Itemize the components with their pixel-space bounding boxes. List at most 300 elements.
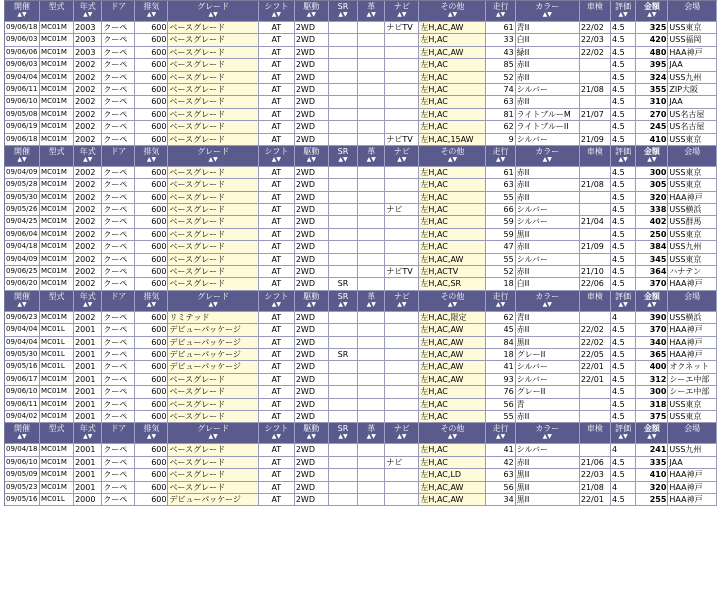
cell-date: 09/06/04 <box>5 229 40 240</box>
header-label: シフト <box>264 146 289 156</box>
table-row[interactable] <box>5 109 717 121</box>
header-label: 走行 <box>492 424 509 434</box>
cell-model: MC01L <box>40 494 74 505</box>
table-row[interactable] <box>5 374 717 386</box>
header-sunroof[interactable] <box>329 423 358 443</box>
cell-grade: ベースグレード <box>168 34 258 45</box>
cell-drive: 2WD <box>295 337 329 348</box>
sort-arrows-icon[interactable]: ▲▼ <box>495 155 506 163</box>
table-row[interactable] <box>5 254 717 266</box>
header-navi[interactable] <box>385 146 419 166</box>
table-row[interactable] <box>5 324 717 336</box>
cell-venue: USS東京 <box>668 254 717 265</box>
cell-drive: 2WD <box>295 266 329 277</box>
cell-price: 375 <box>636 411 668 422</box>
cell-shift: AT <box>259 47 295 58</box>
cell-date: 09/04/18 <box>5 444 40 455</box>
cell-mileage: 41 <box>486 361 515 372</box>
cell-score: 4.5 <box>611 72 636 83</box>
header-mileage[interactable] <box>486 1 515 21</box>
header-date[interactable] <box>5 291 40 311</box>
cell-model: MC01L <box>40 324 74 335</box>
sort-arrows-icon[interactable]: ▲▼ <box>397 11 407 18</box>
cell-displacement: 600 <box>135 192 168 203</box>
header-drive[interactable] <box>295 291 329 311</box>
header-price[interactable] <box>636 1 668 21</box>
sort-arrows-icon[interactable]: ▲▼ <box>542 300 552 308</box>
cell-date: 09/05/09 <box>5 469 40 480</box>
sort-arrows-icon[interactable]: ▲▼ <box>306 300 316 308</box>
table-row[interactable] <box>5 457 717 469</box>
sort-arrows-icon[interactable]: ▲▼ <box>366 11 376 18</box>
sort-arrows-icon[interactable]: ▲▼ <box>146 433 157 441</box>
table-row[interactable] <box>5 216 717 228</box>
header-mileage[interactable] <box>486 423 515 443</box>
cell-drive: 2WD <box>295 254 329 265</box>
sort-arrows-icon[interactable]: ▲▼ <box>366 155 376 163</box>
cell-displacement: 600 <box>135 59 168 70</box>
table-row[interactable] <box>5 229 717 241</box>
header-navi[interactable] <box>385 1 419 21</box>
header-label: グレード <box>197 291 230 301</box>
cell-inspection: 21/08 <box>580 84 611 95</box>
sort-arrows-icon[interactable]: ▲▼ <box>618 433 628 441</box>
table-row[interactable] <box>5 469 717 481</box>
sort-arrows-icon[interactable]: ▲▼ <box>447 155 458 163</box>
cell-options: 左H,AC <box>419 167 486 178</box>
table-row[interactable] <box>5 482 717 494</box>
cell-door: クーペ <box>102 34 135 45</box>
header-color[interactable] <box>516 423 580 443</box>
cell-year: 2002 <box>74 72 102 83</box>
cell-venue: HAA神戸 <box>668 192 717 203</box>
cell-displacement: 600 <box>135 494 168 505</box>
sort-arrows-icon[interactable]: ▲▼ <box>83 11 93 18</box>
cell-inspection <box>580 192 611 203</box>
cell-mileage: 9 <box>486 134 515 145</box>
header-shift[interactable] <box>259 146 295 166</box>
header-sunroof[interactable] <box>329 1 358 21</box>
table-row[interactable] <box>5 312 717 324</box>
header-displacement[interactable] <box>135 423 168 443</box>
sort-arrows-icon[interactable]: ▲▼ <box>208 11 218 18</box>
header-label: 車検 <box>586 424 603 434</box>
table-row[interactable] <box>5 134 717 146</box>
sort-arrows-icon[interactable]: ▲▼ <box>618 300 628 308</box>
header-options[interactable] <box>419 291 486 311</box>
header-shift[interactable] <box>259 1 295 21</box>
header-label: カラー <box>535 424 560 434</box>
header-drive[interactable] <box>295 146 329 166</box>
sort-arrows-icon[interactable]: ▲▼ <box>306 433 316 441</box>
header-mileage[interactable] <box>486 146 515 166</box>
cell-date: 09/05/16 <box>5 361 40 372</box>
sort-arrows-icon[interactable]: ▲▼ <box>338 11 348 18</box>
header-price[interactable] <box>636 291 668 311</box>
sort-arrows-icon[interactable]: ▲▼ <box>618 155 628 163</box>
header-price[interactable] <box>636 146 668 166</box>
header-leather[interactable] <box>358 423 385 443</box>
header-date[interactable] <box>5 423 40 443</box>
sort-arrows-icon[interactable]: ▲▼ <box>366 300 376 308</box>
header-mileage[interactable] <box>486 291 515 311</box>
cell-venue: ハナテン <box>668 266 717 277</box>
sort-arrows-icon[interactable]: ▲▼ <box>208 300 218 308</box>
cell-inspection <box>580 254 611 265</box>
header-color[interactable] <box>516 1 580 21</box>
sort-arrows-icon[interactable]: ▲▼ <box>146 155 157 163</box>
table-row[interactable] <box>5 494 717 506</box>
cell-sunroof <box>329 22 358 33</box>
cell-inspection <box>580 59 611 70</box>
cell-inspection <box>580 167 611 178</box>
header-color[interactable] <box>516 146 580 166</box>
cell-leather <box>358 469 385 480</box>
table-row[interactable] <box>5 444 717 456</box>
header-grade[interactable] <box>168 423 258 443</box>
header-sunroof[interactable] <box>329 291 358 311</box>
cell-date: 09/05/08 <box>5 109 40 120</box>
cell-price: 255 <box>636 494 668 505</box>
cell-color: 赤II <box>516 192 580 203</box>
cell-price: 340 <box>636 337 668 348</box>
sort-arrows-icon[interactable]: ▲▼ <box>542 433 552 441</box>
sort-arrows-icon[interactable]: ▲▼ <box>208 155 218 163</box>
header-label: ドア <box>110 146 127 156</box>
sort-arrows-icon[interactable]: ▲▼ <box>397 433 407 441</box>
cell-score: 4.5 <box>611 229 636 240</box>
cell-sunroof <box>329 457 358 468</box>
sort-arrows-icon[interactable]: ▲▼ <box>271 300 281 308</box>
sort-arrows-icon[interactable]: ▲▼ <box>17 11 27 18</box>
table-row[interactable] <box>5 121 717 133</box>
header-inspection <box>580 423 611 443</box>
cell-navi: ナビTV <box>385 22 419 33</box>
header-color[interactable] <box>516 291 580 311</box>
cell-displacement: 600 <box>135 22 168 33</box>
sort-arrows-icon[interactable]: ▲▼ <box>338 300 348 308</box>
cell-inspection: 21/10 <box>580 266 611 277</box>
header-date[interactable] <box>5 1 40 21</box>
table-row[interactable] <box>5 266 717 278</box>
cell-inspection <box>580 399 611 410</box>
header-grade[interactable] <box>168 291 258 311</box>
table-row[interactable] <box>5 278 717 290</box>
sort-arrows-icon[interactable]: ▲▼ <box>542 155 552 163</box>
cell-price: 395 <box>636 59 668 70</box>
table-row[interactable] <box>5 386 717 398</box>
table-row[interactable] <box>5 204 717 216</box>
cell-venue: JAA <box>668 59 717 70</box>
header-leather[interactable] <box>358 146 385 166</box>
header-label: 駆動 <box>303 424 320 434</box>
sort-arrows-icon[interactable]: ▲▼ <box>447 300 458 308</box>
table-row[interactable] <box>5 47 717 59</box>
cell-grade: ベースグレード <box>168 482 258 493</box>
header-navi[interactable] <box>385 291 419 311</box>
sort-arrows-icon[interactable]: ▲▼ <box>271 155 281 163</box>
header-leather[interactable] <box>358 291 385 311</box>
cell-inspection: 21/04 <box>580 216 611 227</box>
sort-arrows-icon[interactable]: ▲▼ <box>647 11 657 18</box>
header-displacement[interactable] <box>135 291 168 311</box>
cell-venue: USS横浜 <box>668 312 717 323</box>
header-year[interactable] <box>74 291 102 311</box>
header-options[interactable] <box>419 423 486 443</box>
cell-door: クーペ <box>102 192 135 203</box>
cell-displacement: 600 <box>135 386 168 397</box>
cell-displacement: 600 <box>135 482 168 493</box>
table-row[interactable] <box>5 337 717 349</box>
header-leather[interactable] <box>358 1 385 21</box>
cell-color: 赤II <box>516 179 580 190</box>
cell-drive: 2WD <box>295 482 329 493</box>
cell-shift: AT <box>259 324 295 335</box>
cell-options: 左H,AC,AW <box>419 337 486 348</box>
cell-navi: ナビ <box>385 204 419 215</box>
header-options[interactable] <box>419 1 486 21</box>
cell-leather <box>358 444 385 455</box>
sort-arrows-icon[interactable]: ▲▼ <box>397 155 407 163</box>
header-year[interactable] <box>74 146 102 166</box>
cell-date: 09/04/04 <box>5 72 40 83</box>
cell-leather <box>358 411 385 422</box>
cell-sunroof <box>329 72 358 83</box>
sort-arrows-icon[interactable]: ▲▼ <box>542 11 552 18</box>
cell-inspection: 22/03 <box>580 469 611 480</box>
table-row[interactable] <box>5 411 717 423</box>
cell-door: クーペ <box>102 167 135 178</box>
cell-sunroof: SR <box>329 349 358 360</box>
cell-mileage: 34 <box>486 494 515 505</box>
sort-arrows-icon[interactable]: ▲▼ <box>83 155 93 163</box>
cell-price: 370 <box>636 324 668 335</box>
sort-arrows-icon[interactable]: ▲▼ <box>618 11 628 18</box>
cell-score: 4.5 <box>611 349 636 360</box>
cell-color: 赤II <box>516 241 580 252</box>
header-label: その他 <box>440 2 465 11</box>
table-row[interactable] <box>5 72 717 84</box>
sort-arrows-icon[interactable]: ▲▼ <box>647 433 657 441</box>
cell-score: 4.5 <box>611 241 636 252</box>
cell-grade: ベースグレード <box>168 47 258 58</box>
cell-model: MC01M <box>40 192 74 203</box>
header-score[interactable] <box>611 423 636 443</box>
cell-drive: 2WD <box>295 34 329 45</box>
table-row[interactable] <box>5 84 717 96</box>
cell-options: 左H,AC,AW <box>419 22 486 33</box>
sort-arrows-icon[interactable]: ▲▼ <box>17 433 27 441</box>
header-options[interactable] <box>419 146 486 166</box>
cell-options: 左H,AC,AW <box>419 494 486 505</box>
cell-mileage: 56 <box>486 482 515 493</box>
cell-model: MC01M <box>40 204 74 215</box>
header-door <box>102 146 135 166</box>
table-row[interactable] <box>5 192 717 204</box>
sort-arrows-icon[interactable]: ▲▼ <box>17 155 27 163</box>
cell-options: 左H,AC <box>419 386 486 397</box>
sort-arrows-icon[interactable]: ▲▼ <box>271 433 281 441</box>
cell-mileage: 47 <box>486 241 515 252</box>
header-venue <box>668 146 717 166</box>
table-row[interactable] <box>5 59 717 71</box>
sort-arrows-icon[interactable]: ▲▼ <box>338 155 348 163</box>
cell-color: 黒II <box>516 494 580 505</box>
cell-venue: HAA神戸 <box>668 494 717 505</box>
cell-drive: 2WD <box>295 241 329 252</box>
cell-date: 09/06/25 <box>5 266 40 277</box>
cell-displacement: 600 <box>135 241 168 252</box>
cell-mileage: 55 <box>486 192 515 203</box>
header-label: 金額 <box>643 424 660 434</box>
sort-arrows-icon[interactable]: ▲▼ <box>83 300 93 308</box>
cell-navi <box>385 278 419 289</box>
header-label: 排気 <box>143 2 160 11</box>
cell-score: 4.5 <box>611 47 636 58</box>
header-date[interactable] <box>5 146 40 166</box>
cell-grade: ベースグレード <box>168 457 258 468</box>
cell-price: 320 <box>636 192 668 203</box>
header-grade[interactable] <box>168 1 258 21</box>
cell-venue: JAA <box>668 457 717 468</box>
table-row[interactable] <box>5 241 717 253</box>
header-price[interactable] <box>636 423 668 443</box>
header-label: ドア <box>110 2 127 11</box>
cell-mileage: 74 <box>486 84 515 95</box>
sort-arrows-icon[interactable]: ▲▼ <box>306 155 316 163</box>
cell-price: 300 <box>636 167 668 178</box>
cell-mileage: 59 <box>486 229 515 240</box>
cell-navi <box>385 72 419 83</box>
cell-color: シルバー <box>516 374 580 385</box>
cell-navi: ナビ <box>385 457 419 468</box>
header-grade[interactable] <box>168 146 258 166</box>
cell-leather <box>358 96 385 107</box>
cell-navi <box>385 34 419 45</box>
cell-leather <box>358 482 385 493</box>
header-drive[interactable] <box>295 423 329 443</box>
header-model <box>40 291 74 311</box>
header-score[interactable] <box>611 1 636 21</box>
cell-navi <box>385 312 419 323</box>
table-row[interactable] <box>5 167 717 179</box>
cell-shift: AT <box>259 266 295 277</box>
sort-arrows-icon[interactable]: ▲▼ <box>83 433 93 441</box>
table-row[interactable] <box>5 399 717 411</box>
cell-score: 4.5 <box>611 34 636 45</box>
cell-date: 09/05/16 <box>5 494 40 505</box>
cell-leather <box>358 134 385 145</box>
sort-arrows-icon[interactable]: ▲▼ <box>397 300 407 308</box>
cell-year: 2002 <box>74 84 102 95</box>
cell-venue: USS九州 <box>668 241 717 252</box>
header-label: ナビ <box>393 291 410 301</box>
cell-sunroof <box>329 179 358 190</box>
sort-arrows-icon[interactable]: ▲▼ <box>495 11 506 18</box>
cell-door: クーペ <box>102 482 135 493</box>
header-score[interactable] <box>611 291 636 311</box>
header-displacement[interactable] <box>135 146 168 166</box>
cell-model: MC01M <box>40 312 74 323</box>
cell-inspection: 21/08 <box>580 179 611 190</box>
table-row[interactable] <box>5 179 717 191</box>
sort-arrows-icon[interactable]: ▲▼ <box>447 433 458 441</box>
cell-score: 4.5 <box>611 266 636 277</box>
header-displacement[interactable] <box>135 1 168 21</box>
cell-inspection <box>580 411 611 422</box>
table-row[interactable] <box>5 34 717 46</box>
sort-arrows-icon[interactable]: ▲▼ <box>306 11 316 18</box>
header-shift[interactable] <box>259 423 295 443</box>
cell-displacement: 600 <box>135 121 168 132</box>
cell-inspection: 22/06 <box>580 278 611 289</box>
sort-arrows-icon[interactable]: ▲▼ <box>146 300 157 308</box>
table-row[interactable] <box>5 22 717 34</box>
header-year[interactable] <box>74 1 102 21</box>
cell-venue: JAA <box>668 96 717 107</box>
cell-shift: AT <box>259 312 295 323</box>
sort-arrows-icon[interactable]: ▲▼ <box>208 433 218 441</box>
header-row <box>5 423 717 444</box>
table-row[interactable] <box>5 361 717 373</box>
cell-drive: 2WD <box>295 324 329 335</box>
cell-year: 2001 <box>74 374 102 385</box>
cell-price: 420 <box>636 34 668 45</box>
cell-inspection <box>580 96 611 107</box>
cell-leather <box>358 386 385 397</box>
cell-year: 2003 <box>74 34 102 45</box>
cell-grade: ベースグレード <box>168 84 258 95</box>
sort-arrows-icon[interactable]: ▲▼ <box>495 433 506 441</box>
sort-arrows-icon[interactable]: ▲▼ <box>647 155 657 163</box>
sort-arrows-icon[interactable]: ▲▼ <box>495 300 506 308</box>
header-year[interactable] <box>74 423 102 443</box>
cell-door: クーペ <box>102 444 135 455</box>
header-navi[interactable] <box>385 423 419 443</box>
header-score[interactable] <box>611 146 636 166</box>
sort-arrows-icon[interactable]: ▲▼ <box>647 300 657 308</box>
cell-mileage: 52 <box>486 266 515 277</box>
cell-venue: HAA神戸 <box>668 278 717 289</box>
header-drive[interactable] <box>295 1 329 21</box>
cell-model: MC01M <box>40 134 74 145</box>
cell-venue: USS九州 <box>668 444 717 455</box>
cell-color: ライトブルーII <box>516 121 580 132</box>
cell-shift: AT <box>259 192 295 203</box>
cell-navi <box>385 469 419 480</box>
cell-venue: USS東京 <box>668 167 717 178</box>
table-row[interactable] <box>5 96 717 108</box>
cell-date: 09/06/11 <box>5 399 40 410</box>
header-shift[interactable] <box>259 291 295 311</box>
sort-arrows-icon[interactable]: ▲▼ <box>146 11 157 18</box>
cell-price: 318 <box>636 399 668 410</box>
cell-price: 355 <box>636 84 668 95</box>
sort-arrows-icon[interactable]: ▲▼ <box>447 11 458 18</box>
cell-navi <box>385 179 419 190</box>
table-row[interactable] <box>5 349 717 361</box>
sort-arrows-icon[interactable]: ▲▼ <box>271 11 281 18</box>
cell-displacement: 600 <box>135 411 168 422</box>
sort-arrows-icon[interactable]: ▲▼ <box>17 300 27 308</box>
cell-score: 4.5 <box>611 134 636 145</box>
cell-drive: 2WD <box>295 192 329 203</box>
cell-leather <box>358 109 385 120</box>
sort-arrows-icon[interactable]: ▲▼ <box>338 433 348 441</box>
sort-arrows-icon[interactable]: ▲▼ <box>366 433 376 441</box>
header-sunroof[interactable] <box>329 146 358 166</box>
cell-sunroof <box>329 216 358 227</box>
